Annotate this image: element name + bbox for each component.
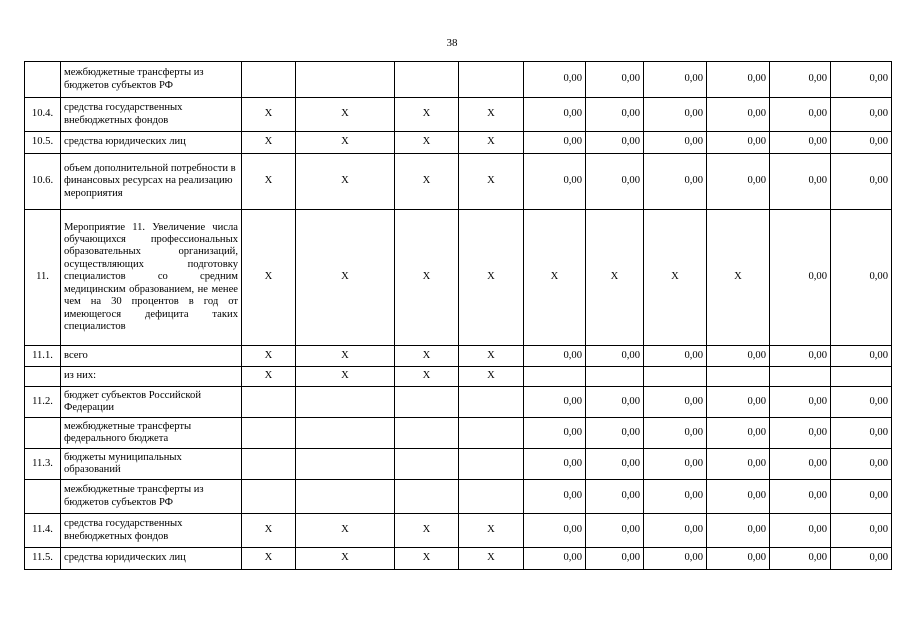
value-cell	[395, 62, 459, 98]
row-description-cell: средства государственных внебюджетных фондов	[61, 514, 242, 548]
table-row	[25, 418, 892, 449]
value-cell: 0,00	[707, 346, 770, 367]
value-cell	[395, 418, 459, 449]
value-cell	[242, 449, 296, 480]
value-cell: X	[395, 367, 459, 387]
value-cell: X	[395, 132, 459, 154]
value-cell: 0,00	[770, 480, 831, 514]
value-cell: 0,00	[831, 480, 892, 514]
row-number-cell	[25, 418, 61, 449]
value-cell: 0,00	[644, 154, 707, 210]
value-cell: 0,00	[586, 514, 644, 548]
value-cell: X	[459, 210, 524, 346]
value-cell	[296, 387, 395, 418]
value-cell: X	[296, 346, 395, 367]
value-cell: 0,00	[644, 62, 707, 98]
value-cell: 0,00	[770, 132, 831, 154]
value-cell: 0,00	[831, 548, 892, 570]
value-cell	[242, 480, 296, 514]
page-number: 38	[446, 37, 458, 49]
value-cell: 0,00	[524, 480, 586, 514]
value-cell: 0,00	[524, 132, 586, 154]
value-cell: 0,00	[707, 418, 770, 449]
row-description-cell: бюджеты муниципальных образований	[61, 449, 242, 480]
row-description-cell: средства государственных внебюджетных фондов	[61, 98, 242, 132]
row-number-cell	[25, 367, 61, 387]
value-cell: 0,00	[644, 514, 707, 548]
value-cell	[586, 367, 644, 387]
value-cell: 0,00	[644, 98, 707, 132]
value-cell: X	[296, 210, 395, 346]
value-cell: 0,00	[707, 449, 770, 480]
row-description-cell: межбюджетные трансферты из бюджетов субъектов РФ	[61, 62, 242, 98]
value-cell: 0,00	[644, 418, 707, 449]
value-cell	[707, 367, 770, 387]
value-cell: X	[459, 132, 524, 154]
value-cell: 0,00	[770, 210, 831, 346]
value-cell	[831, 367, 892, 387]
value-cell	[524, 367, 586, 387]
row-number-cell: 10.6.	[25, 154, 61, 210]
value-cell: 0,00	[524, 514, 586, 548]
row-description-cell: средства юридических лиц	[61, 132, 242, 154]
row-number-cell: 11.3.	[25, 449, 61, 480]
row-number-cell	[25, 480, 61, 514]
row-description-cell: межбюджетные трансферты федерального бюджета	[61, 418, 242, 449]
row-description-cell: из них:	[61, 367, 242, 387]
value-cell: 0,00	[770, 98, 831, 132]
value-cell: X	[459, 367, 524, 387]
value-cell: X	[242, 367, 296, 387]
value-cell	[459, 387, 524, 418]
value-cell: X	[296, 132, 395, 154]
value-cell	[296, 418, 395, 449]
value-cell: 0,00	[586, 62, 644, 98]
value-cell	[296, 480, 395, 514]
value-cell: 0,00	[770, 387, 831, 418]
value-cell: 0,00	[707, 132, 770, 154]
value-cell: 0,00	[770, 514, 831, 548]
value-cell: X	[395, 548, 459, 570]
value-cell: 0,00	[707, 480, 770, 514]
value-cell: 0,00	[586, 98, 644, 132]
row-description-cell: объем дополнительной потребности в финансовых ресурсах на реализацию мероприятия	[61, 154, 242, 210]
value-cell: X	[242, 154, 296, 210]
table-row	[25, 210, 892, 346]
table-row	[25, 98, 892, 132]
value-cell: X	[459, 98, 524, 132]
table-row	[25, 548, 892, 570]
value-cell: 0,00	[831, 346, 892, 367]
value-cell: 0,00	[770, 418, 831, 449]
value-cell: 0,00	[524, 387, 586, 418]
value-cell	[296, 449, 395, 480]
value-cell: 0,00	[770, 346, 831, 367]
value-cell: 0,00	[644, 132, 707, 154]
value-cell: X	[242, 98, 296, 132]
value-cell	[459, 449, 524, 480]
row-description-cell: всего	[61, 346, 242, 367]
table-row	[25, 449, 892, 480]
value-cell: 0,00	[831, 154, 892, 210]
value-cell: 0,00	[770, 62, 831, 98]
value-cell: 0,00	[524, 449, 586, 480]
value-cell: X	[296, 548, 395, 570]
value-cell: 0,00	[831, 514, 892, 548]
value-cell: 0,00	[586, 132, 644, 154]
value-cell: X	[395, 514, 459, 548]
table-row	[25, 480, 892, 514]
value-cell: 0,00	[644, 480, 707, 514]
value-cell: X	[459, 548, 524, 570]
value-cell: X	[586, 210, 644, 346]
table-row	[25, 62, 892, 98]
value-cell: 0,00	[831, 387, 892, 418]
value-cell: X	[395, 98, 459, 132]
value-cell: 0,00	[831, 418, 892, 449]
table-body	[25, 62, 892, 570]
value-cell: 0,00	[707, 98, 770, 132]
row-number-cell: 11.1.	[25, 346, 61, 367]
value-cell: 0,00	[586, 154, 644, 210]
value-cell: 0,00	[770, 449, 831, 480]
value-cell: 0,00	[586, 387, 644, 418]
value-cell	[242, 418, 296, 449]
value-cell	[395, 449, 459, 480]
value-cell: X	[296, 514, 395, 548]
value-cell: X	[644, 210, 707, 346]
value-cell: 0,00	[831, 210, 892, 346]
value-cell: X	[524, 210, 586, 346]
value-cell: X	[395, 154, 459, 210]
value-cell: X	[242, 548, 296, 570]
row-number-cell: 11.	[25, 210, 61, 346]
value-cell: 0,00	[644, 449, 707, 480]
row-number-cell: 11.2.	[25, 387, 61, 418]
table-row	[25, 514, 892, 548]
table-row	[25, 387, 892, 418]
value-cell	[242, 387, 296, 418]
value-cell: 0,00	[524, 418, 586, 449]
value-cell	[459, 480, 524, 514]
value-cell: 0,00	[770, 154, 831, 210]
value-cell: 0,00	[831, 62, 892, 98]
value-cell: 0,00	[707, 387, 770, 418]
value-cell: 0,00	[831, 98, 892, 132]
value-cell: 0,00	[586, 346, 644, 367]
value-cell: 0,00	[586, 418, 644, 449]
value-cell: 0,00	[644, 548, 707, 570]
value-cell: 0,00	[586, 548, 644, 570]
value-cell	[395, 480, 459, 514]
value-cell: 0,00	[707, 62, 770, 98]
value-cell: 0,00	[586, 449, 644, 480]
value-cell	[296, 62, 395, 98]
value-cell	[459, 62, 524, 98]
budget-table	[24, 61, 892, 570]
value-cell: 0,00	[586, 480, 644, 514]
row-description-cell: Мероприятие 11. Увеличение числа обучающихся профессиональных образовательных организаций, осуществляющих подготовку специалистов со средним медицинским образованием, не менее чем на 30 процентов в год от имеющегося дефицита таких специалистов	[61, 210, 242, 346]
table-row	[25, 367, 892, 387]
value-cell	[770, 367, 831, 387]
value-cell: X	[459, 346, 524, 367]
row-number-cell: 10.4.	[25, 98, 61, 132]
value-cell	[395, 387, 459, 418]
value-cell: X	[242, 514, 296, 548]
value-cell	[459, 418, 524, 449]
value-cell: X	[296, 367, 395, 387]
row-description-cell: бюджет субъектов Российской Федерации	[61, 387, 242, 418]
value-cell: X	[296, 98, 395, 132]
table-row	[25, 132, 892, 154]
row-number-cell	[25, 62, 61, 98]
value-cell: X	[242, 346, 296, 367]
value-cell: X	[459, 514, 524, 548]
value-cell	[644, 367, 707, 387]
value-cell: 0,00	[831, 449, 892, 480]
value-cell: X	[395, 346, 459, 367]
row-description-cell: средства юридических лиц	[61, 548, 242, 570]
value-cell: X	[395, 210, 459, 346]
value-cell: 0,00	[644, 387, 707, 418]
value-cell: 0,00	[707, 514, 770, 548]
value-cell: 0,00	[644, 346, 707, 367]
row-number-cell: 11.4.	[25, 514, 61, 548]
row-description-cell: межбюджетные трансферты из бюджетов субъектов РФ	[61, 480, 242, 514]
value-cell: X	[459, 154, 524, 210]
value-cell: 0,00	[524, 98, 586, 132]
value-cell: 0,00	[831, 132, 892, 154]
value-cell: 0,00	[524, 154, 586, 210]
value-cell: 0,00	[524, 62, 586, 98]
value-cell: X	[242, 132, 296, 154]
value-cell: 0,00	[707, 154, 770, 210]
table-row	[25, 346, 892, 367]
value-cell	[242, 62, 296, 98]
value-cell: 0,00	[524, 548, 586, 570]
row-number-cell: 11.5.	[25, 548, 61, 570]
value-cell: X	[242, 210, 296, 346]
value-cell: 0,00	[524, 346, 586, 367]
row-number-cell: 10.5.	[25, 132, 61, 154]
value-cell: 0,00	[770, 548, 831, 570]
value-cell: X	[707, 210, 770, 346]
value-cell: X	[296, 154, 395, 210]
table-row	[25, 154, 892, 210]
value-cell: 0,00	[707, 548, 770, 570]
